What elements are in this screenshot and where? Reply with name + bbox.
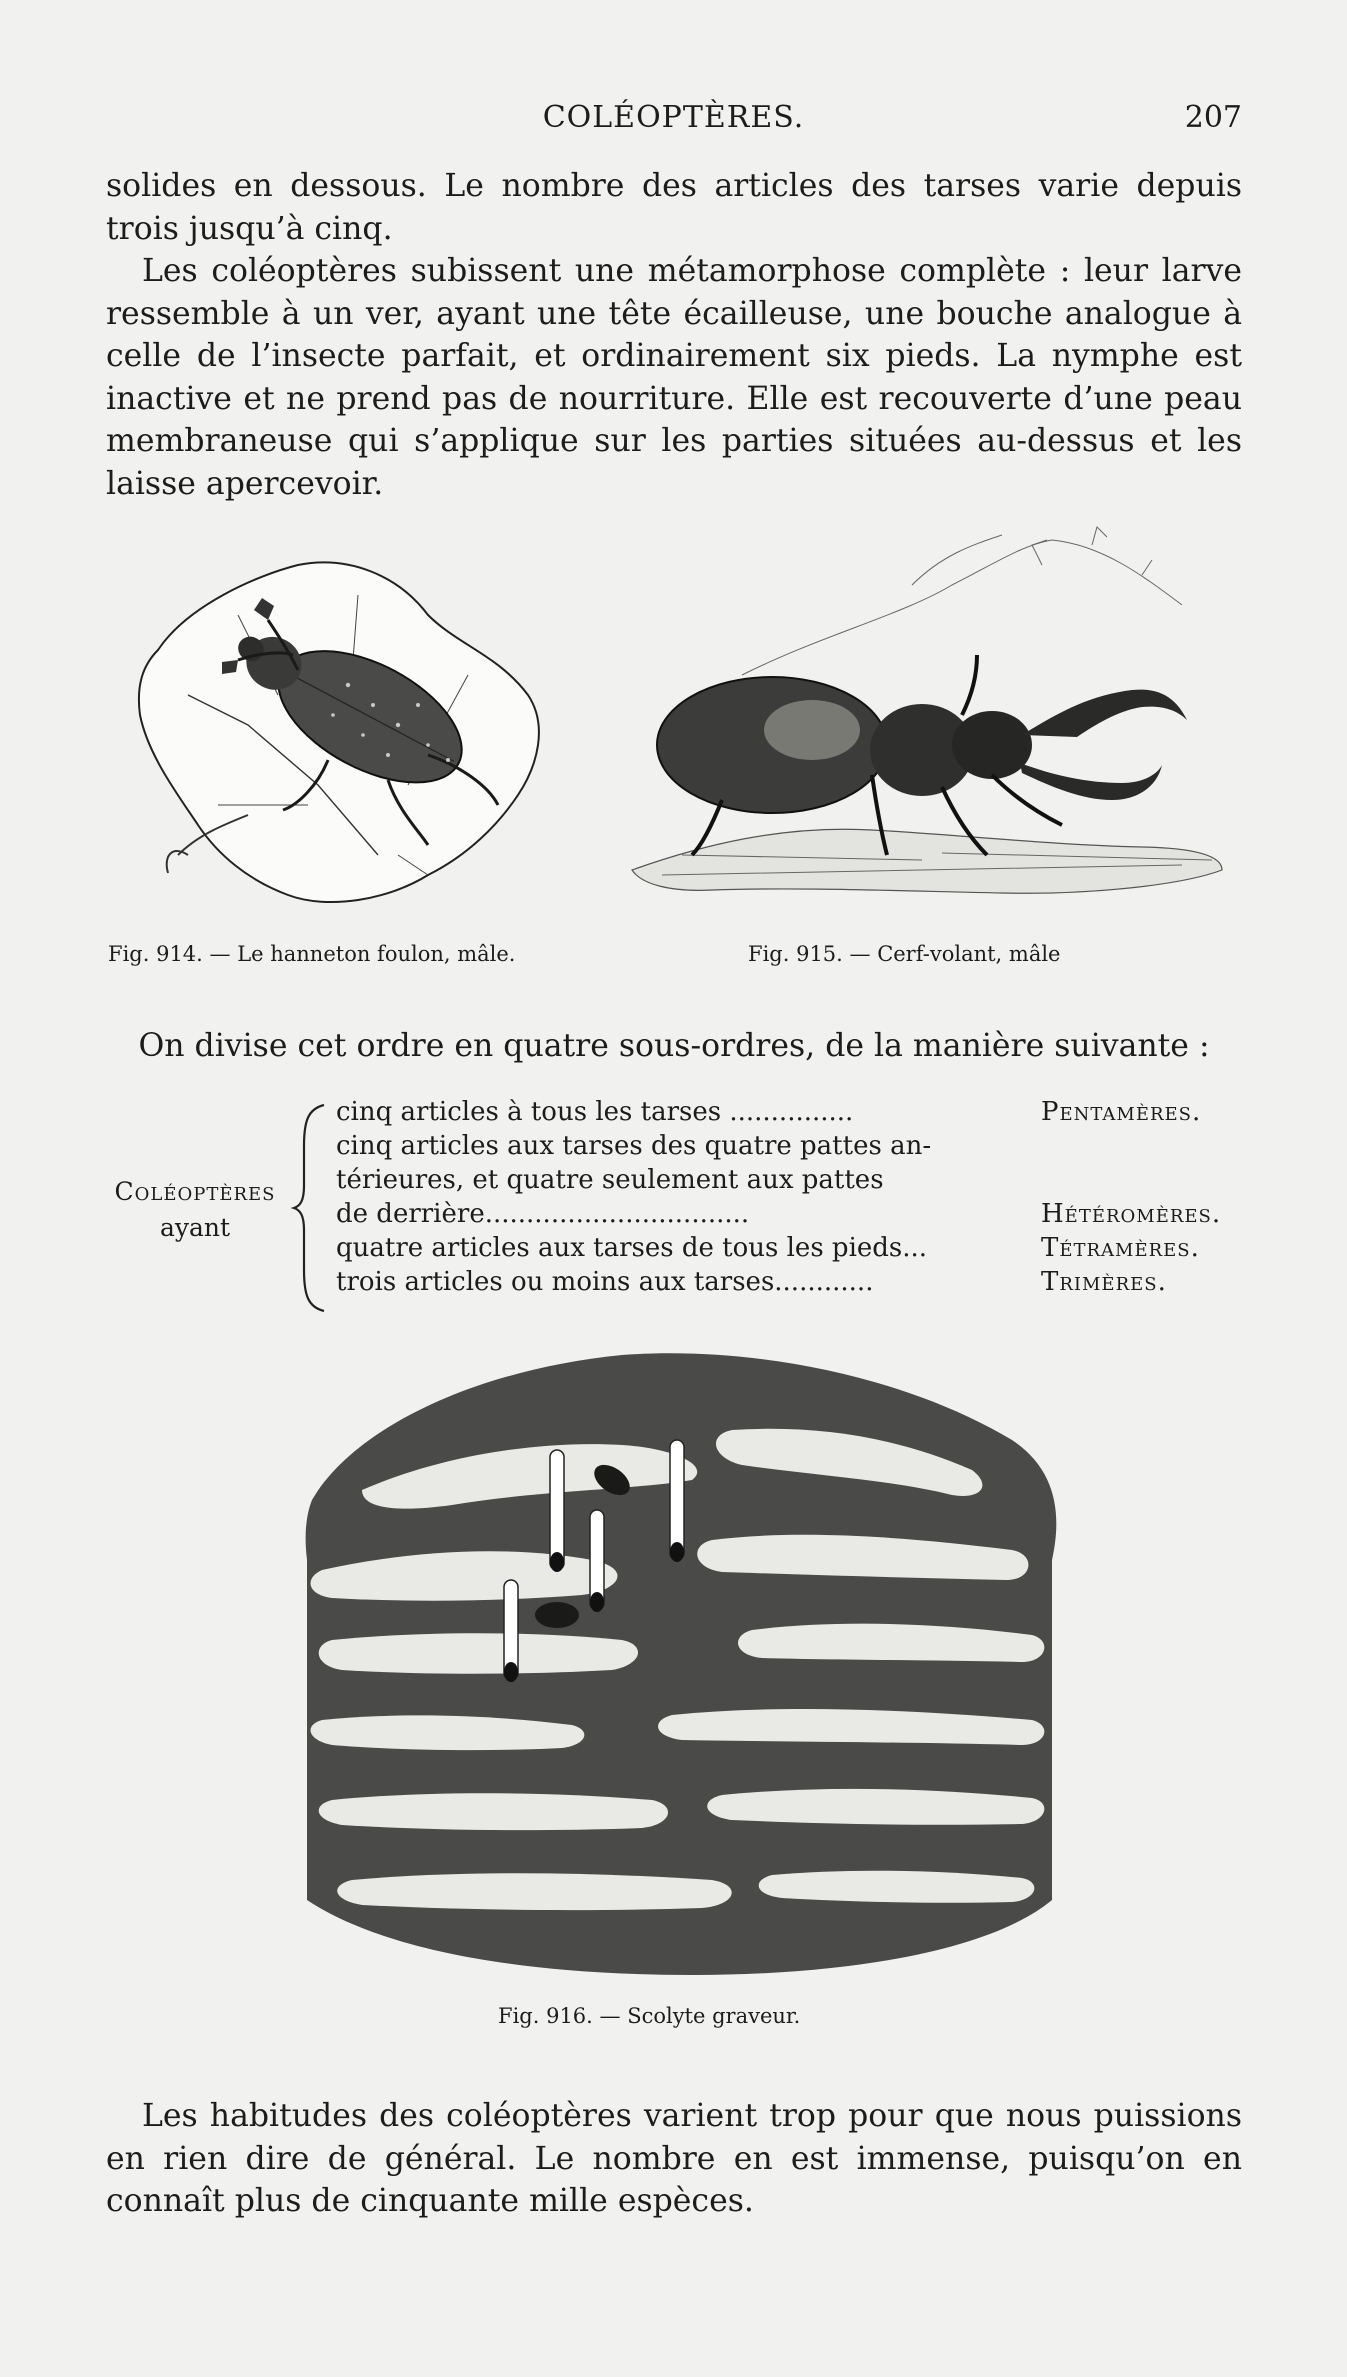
figure-914-caption: Fig. 914. — Le hanneton foulon, mâle. xyxy=(108,942,516,966)
classification-row-3: térieures, et quatre seulement aux pattes xyxy=(336,1165,884,1195)
figure-914-june-beetle-icon xyxy=(128,555,583,915)
paragraph-habits: Les habitudes des coléoptères varient trop pour que nous puissions en rien dire de général. Le nombre en est immense, puisqu’on en connaît plus de cinquante mille espèces. xyxy=(106,2098,1242,2219)
body-text-top xyxy=(106,165,1242,505)
classification-table xyxy=(106,1095,1246,1317)
curly-brace-icon xyxy=(290,1101,330,1315)
paragraph-metamorphosis: Les coléoptères subissent une métamorphose complète : leur larve ressemble à un ver, ayant une tête écailleuse, une bouche analogue à celle de l’insecte parfait, et ordinairement six pieds. La nymphe est inactive et ne prend pas de nourriture. Elle est recouverte d’une peau membraneuse qui s’applique sur les parties situées au-dessus et les laisse apercevoir. xyxy=(106,253,1242,502)
figure-915-stag-beetle-icon xyxy=(622,525,1232,910)
result-heteromeres: Hétéromères. xyxy=(1041,1199,1222,1229)
paragraph-continuation: solides en dessous. Le nombre des articles des tarses varie depuis trois jusqu’à cinq. xyxy=(106,168,1242,247)
classification-row-6: trois articles ou moins aux tarses............ xyxy=(336,1267,874,1297)
result-tetrameres: Tétramères. xyxy=(1041,1233,1200,1263)
subject-line-1: Coléoptères xyxy=(114,1177,276,1206)
page-header xyxy=(0,100,1347,150)
figure-915-caption: Fig. 915. — Cerf-volant, mâle xyxy=(748,942,1061,966)
classification-row-5: quatre articles aux tarses de tous les pieds... xyxy=(336,1233,928,1263)
figure-916-bark-beetle-icon xyxy=(292,1340,1072,1980)
page-number: 207 xyxy=(1184,100,1242,135)
classification-row-4: de derrière................................ xyxy=(336,1199,750,1229)
result-pentameres: Pentamères. xyxy=(1041,1097,1202,1127)
running-title: COLÉOPTÈRES. xyxy=(542,100,805,135)
classification-row-2: cinq articles aux tarses des quatre pattes an- xyxy=(336,1131,932,1161)
result-trimeres: Trimères. xyxy=(1041,1267,1167,1297)
classification-row-1: cinq articles à tous les tarses ............... xyxy=(336,1097,854,1127)
figure-916-caption: Fig. 916. — Scolyte graveur. xyxy=(498,2004,801,2028)
subject-line-2: ayant xyxy=(159,1213,231,1242)
classification-intro: On divise cet ordre en quatre sous-ordres, de la manière suivante : xyxy=(138,1028,1210,1064)
classification-subject xyxy=(106,1174,284,1246)
body-text-bottom xyxy=(106,2095,1242,2223)
